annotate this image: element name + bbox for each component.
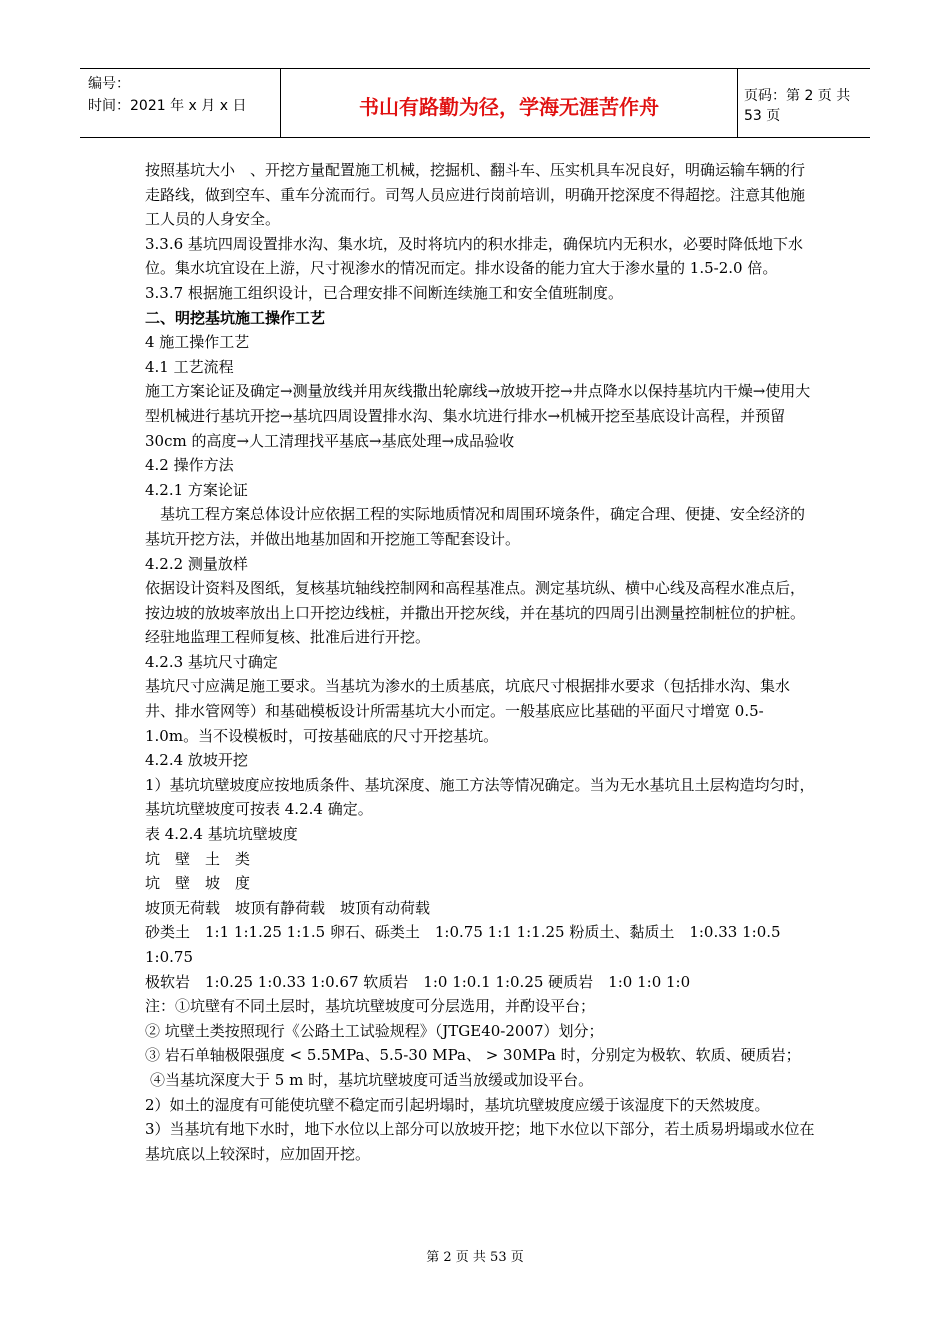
table-row: 极软岩 1:0.25 1:0.33 1:0.67 软质岩 1:0 1:0.1 1:0.25 硬质岩 1:0 1:0 1:0	[145, 972, 691, 991]
paragraph: 3）当基坑有地下水时，地下水位以上部分可以放坡开挖；地下水位以下部分，若土质易坍塌或水位在基坑底以上较深时，应加固开挖。	[145, 1120, 815, 1163]
subsection-heading: 4.2 操作方法	[145, 456, 234, 475]
table-row: 坑 壁 土 类	[145, 849, 251, 868]
table-caption: 表 4.2.4 基坑坑壁坡度	[145, 825, 298, 844]
page-footer: 第 2 页 共 53 页	[426, 1250, 524, 1265]
subsection-heading: 4.2.3 基坑尺寸确定	[145, 652, 278, 671]
table-row: 坡顶无荷载 坡顶有静荷载 坡顶有动荷载	[145, 898, 431, 917]
subsection-heading: 4.2.2 测量放样	[145, 554, 248, 573]
paragraph: 基坑工程方案总体设计应依据工程的实际地质情况和周围环境条件，确定合理、便捷、安全经济的基坑开挖方法，并做出地基加固和开挖施工等配套设计。	[145, 505, 806, 548]
paragraph: 按照基坑大小 、开挖方量配置施工机械，挖掘机、翻斗车、压实机具车况良好，明确运输车辆的行走路线，做到空车、重车分流而行。司驾人员应进行岗前培训，明确开挖深度不得超挖。注意其他施工人员的人身安全。	[145, 161, 806, 229]
paragraph: 1）基坑坑壁坡度应按地质条件、基坑深度、施工方法等情况确定。当为无水基坑且土层构造均匀时，基坑坑壁坡度可按表 4.2.4 确定。	[145, 775, 815, 819]
paragraph: 依据设计资料及图纸，复核基坑轴线控制网和高程基准点。测定基坑纵、横中心线及高程水准点后，按边坡的放坡率放出上口开挖边线桩，并撒出开挖灰线，并在基坑的四周引出测量控制桩位的护桩。经驻地监理工程师复核、批准后进行开挖。	[145, 579, 806, 647]
section-heading: 4 施工操作工艺	[145, 333, 250, 352]
paragraph: 2）如土的湿度有可能使坑壁不稳定而引起坍塌时，基坑坑壁坡度应缓于该湿度下的天然坡度。	[145, 1095, 770, 1114]
note-line: ② 坑壁土类按照现行《公路土工试验规程》（JTGE40-2007）划分；	[145, 1021, 604, 1040]
table-row: 砂类土 1:1 1:1.25 1:1.5 卵石、砾类土 1:0.75 1:1 1:1.25 粉质土、黏质土 1:0.33 1:0.5 1:0.75	[145, 923, 781, 966]
document-number-label: 编号：	[88, 76, 130, 92]
paragraph: 基坑尺寸应满足施工要求。当基坑为渗水的土质基底，坑底尺寸根据排水要求（包括排水沟、集水井、排水管网等）和基础模板设计所需基坑大小而定。一般基底应比基础的平面尺寸增宽 0.5-1.0m。当不设模板时，可按基础底的尺寸开挖基坑。	[145, 677, 791, 745]
subsection-heading: 4.1 工艺流程	[145, 357, 234, 376]
header-page-info: 页码：第 2 页 共 53 页	[744, 88, 851, 124]
table-row: 坑 壁 坡 度	[145, 874, 251, 893]
paragraph: 3.3.7 根据施工组织设计，已合理安排不间断连续施工和安全值班制度。	[145, 283, 623, 302]
note-line: 注：①坑壁有不同土层时，基坑坑壁坡度可分层选用，并酌设平台；	[145, 997, 596, 1016]
document-body	[145, 158, 815, 1166]
paragraph: 施工方案论证及确定→测量放线并用灰线撒出轮廓线→放坡开挖→井点降水以保持基坑内干燥→使用大型机械进行基坑开挖→基坑四周设置排水沟、集水坑进行排水→机械开挖至基底设计高程，并预留 30cm 的高度→人工清理找平基底→基底处理→成品验收	[145, 382, 811, 450]
header-motto: 书山有路勤为径，学海无涯苦作舟	[280, 69, 738, 137]
note-line: ③ 岩石单轴极限强度 < 5.5MPa、5.5-30 MPa、 > 30MPa 时，分别定为极软、软质、硬质岩；	[145, 1046, 801, 1065]
header-meta	[80, 69, 280, 137]
page-header	[80, 68, 870, 138]
subsection-heading: 4.2.4 放坡开挖	[145, 751, 248, 770]
document-time-label: 时间：2021 年 x 月 x 日	[88, 98, 247, 114]
paragraph: 3.3.6 基坑四周设置排水沟、集水坑，及时将坑内的积水排走，确保坑内无积水，必要时降低地下水位。集水坑宜设在上游，尺寸视渗水的情况而定。排水设备的能力宜大于渗水量的 1.5-2.0 倍。	[145, 234, 803, 278]
section-heading: 二、明挖基坑施工操作工艺	[145, 308, 326, 327]
note-line: ④当基坑深度大于 5 m 时，基坑坑壁坡度可适当放缓或加设平台。	[150, 1070, 594, 1089]
subsection-heading: 4.2.1 方案论证	[145, 480, 248, 499]
